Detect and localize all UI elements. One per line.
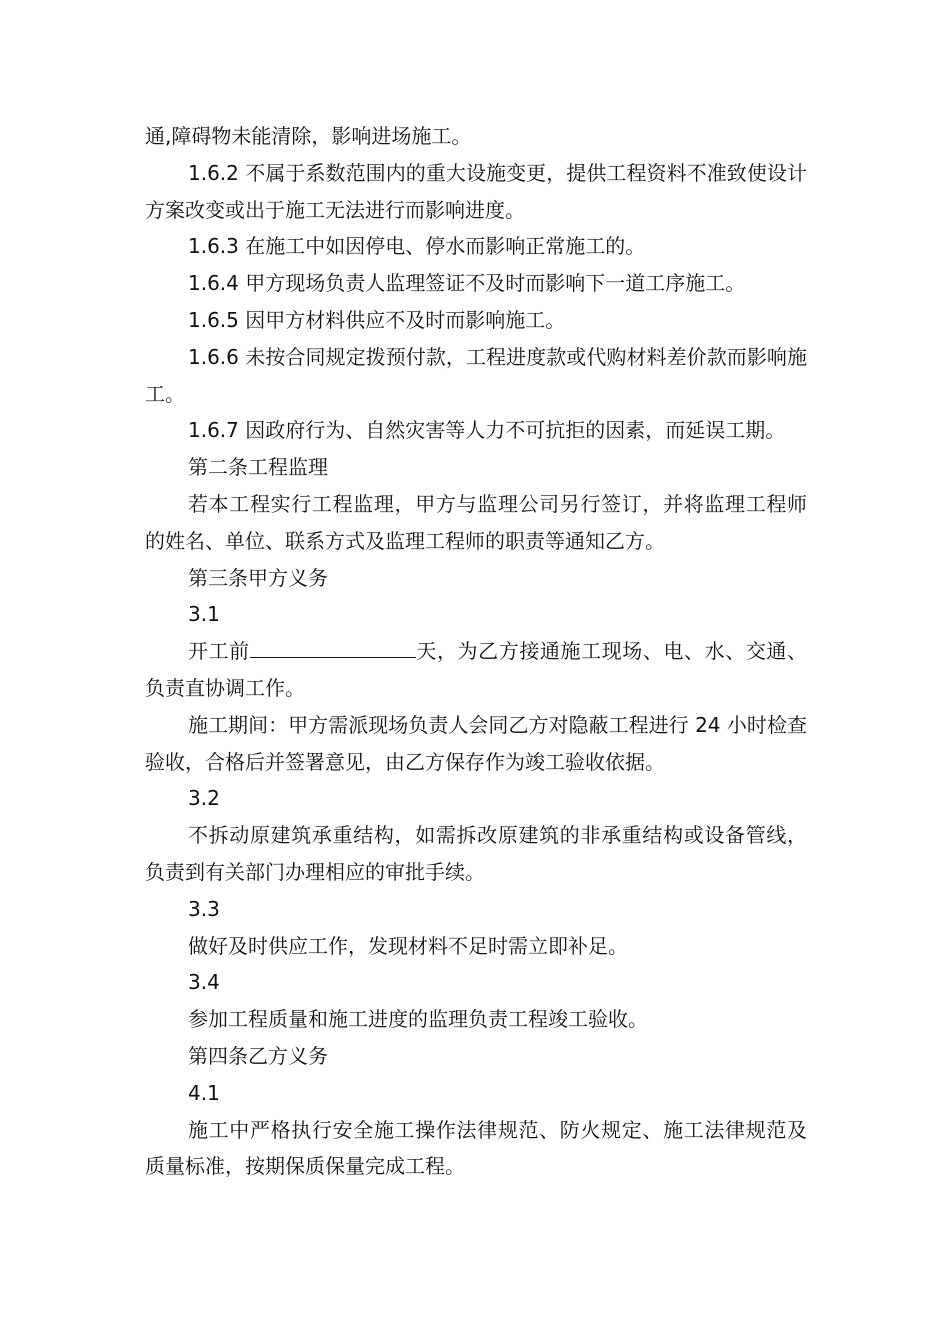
article-2-heading: 第二条工程监理 [188,455,328,480]
clause-3-3-body: 做好及时供应工作，发现材料不足时需立即补足。 [188,933,628,958]
clause-3-1-body [145,633,807,707]
clause-1-6-7: 1.6.7 因政府行为、自然灾害等人力不可抗拒的因素，而延误工期。 [188,418,786,443]
clause-1-6-3: 1.6.3 在施工中如因停电、停水而影响正常施工的。 [188,234,646,259]
clause-1-6-5: 1.6.5 因甲方材料供应不及时而影响施工。 [188,307,566,332]
paragraph-continuation: 通,障碍物未能清除，影响进场施工。 [145,124,472,148]
clause-3-3-number: 3.3 [188,896,220,921]
clause-3-1-number: 3.1 [188,602,220,627]
article-3-heading: 第三条甲方义务 [188,565,328,590]
clause-3-1-prefix: 开工前 [188,639,250,664]
clause-3-1-suffix: 天，为乙方接通施工现场、电、水、交通、负责直协调工作。 [145,639,808,700]
clause-4-1-body: 施工中严格执行安全施工操作法律规范、防火规定、施工法律规范及质量标准，按期保质保量完成工程。 [145,1117,807,1179]
article-2-body: 若本工程实行工程监理，甲方与监理公司另行签订，并将监理工程师的姓名、单位、联系方式及监理工程师的职责等通知乙方。 [145,491,807,553]
clause-1-6-4: 1.6.4 甲方现场负责人监理签证不及时而影响下一道工序施工。 [188,271,746,296]
clause-3-2-number: 3.2 [188,786,220,811]
clause-3-2-body: 不拆动原建筑承重结构，如需拆改原建筑的非承重结构或设备管线，负责到有关部门办理相应的审批手续。 [145,823,807,884]
clause-1-6-6: 1.6.6 未按合同规定拨预付款，工程进度款或代购材料差价款而影响施工。 [145,344,807,406]
article-4-heading: 第四条乙方义务 [188,1043,328,1068]
clause-4-1-number: 4.1 [188,1080,220,1105]
document-page [145,118,807,1185]
fill-in-blank-days [250,635,416,658]
clause-3-4-body: 参加工程质量和施工进度的监理负责工程竣工验收。 [188,1007,648,1032]
clause-3-4-number: 3.4 [188,970,220,995]
clause-1-6-2: 1.6.2 不属于系数范围内的重大设施变更，提供工程资料不准致使设计方案改变或出于施工无法进行而影响进度。 [145,160,807,222]
construction-period-clause: 施工期间：甲方需派现场负责人会同乙方对隐蔽工程进行 24 小时检查验收，合格后并签署意见，由乙方保存作为竣工验收依据。 [145,712,807,774]
